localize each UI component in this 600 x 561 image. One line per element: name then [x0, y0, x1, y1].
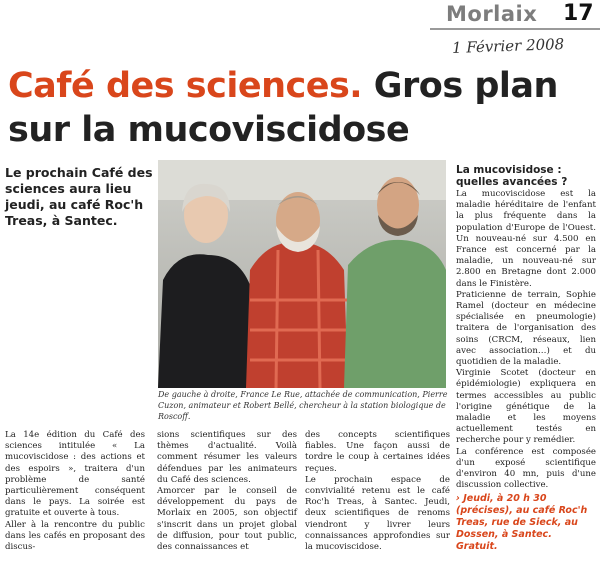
headline-accent: Café des sciences.: [8, 66, 363, 106]
sidebar-paragraph: Praticienne de terrain, Sophie Ramel (docteur en médecine spécialisée en pneumologie) traitera de l'organisation des soins (CRCM, réseaux, lien avec association…) et du quotidien de la maladie.: [456, 289, 596, 368]
photo-caption: De gauche à droite, France Le Rue, attachée de communication, Pierre Cuzon, animateur et Robert Bellé, chercheur à la station biologique de Roscoff.: [158, 390, 448, 421]
body-column-3: [305, 430, 450, 553]
body-column-1: [5, 430, 145, 553]
lead-paragraph: Le prochain Café des sciences aura lieu jeudi, au café Roc'h Treas, à Santec.: [5, 165, 153, 228]
headline-line-2: sur la mucoviscidose: [8, 110, 410, 150]
headline-part-2: Gros plan: [373, 66, 558, 106]
handwritten-date: 1 Février 2008: [451, 35, 565, 57]
headline-line-1: [8, 66, 558, 106]
sidebar-paragraph: La mucoviscidose est la maladie héréditaire de l'enfant la plus fréquente dans la population d'Europe de l'Ouest. Un nouveau-né sur 4.500 en France est concerné par la maladie, un nouveau-né sur 2.800 en Bretagne dont 2.000 dans le Finistère.: [456, 189, 596, 289]
section-name: Morlaix: [446, 2, 538, 26]
body-column-2: [157, 430, 297, 553]
body-paragraph: Le prochain espace de convivialité retenu est le café Roc'h Treas, à Santec. Jeudi, deux scientifiques de renoms viendront y livrer leurs connaissances approfondies sur la mucoviscidose.: [305, 474, 450, 553]
event-info: › Jeudi, à 20 h 30 (précises), au café Roc'h Treas, rue de Sieck, au Dossen, à Santec. Gratuit.: [456, 493, 588, 552]
page-number: 17: [563, 1, 594, 26]
article-photo: [158, 160, 446, 388]
header-rule: [430, 28, 600, 30]
sidebar-paragraph: La conférence est composée d'un exposé scientifique d'environ 40 mn, puis d'une discussion collective.: [456, 446, 596, 491]
body-paragraph: sions scientifiques sur des thèmes d'actualité. Voilà comment résumer les valeurs défendues par les animateurs du Café des sciences.: [157, 430, 297, 485]
sidebar-paragraph: Virginie Scotet (docteur en épidémiologie) expliquera en termes accessibles au public l'origine génétique de la maladie et les moyens actuellement testés en recherche pour y remédier.: [456, 368, 596, 446]
body-paragraph: des concepts scientifiques fiables. Une façon aussi de tordre le coup à certaines idées reçues.: [305, 430, 450, 474]
sidebar-heading: La mucovisidose : quelles avancées ?: [456, 164, 568, 188]
photo-illustration: [158, 160, 446, 388]
body-paragraph: Aller à la rencontre du public dans les cafés en proposant des discus-: [5, 519, 145, 553]
body-paragraph: Amorcer par le conseil de développement du pays de Morlaix en 2005, son objectif s'inscrit dans un projet global de diffusion, pour tout public, des connaissances et: [157, 486, 297, 553]
body-paragraph: La 14e édition du Café des sciences intitulée « La mucoviscidose : des actions et des espoirs », traitera d'un problème de santé particulièrement conséquent dans le pays. La soirée est gratuite et ouverte à tous.: [5, 430, 145, 519]
sidebar-body: [456, 189, 596, 491]
